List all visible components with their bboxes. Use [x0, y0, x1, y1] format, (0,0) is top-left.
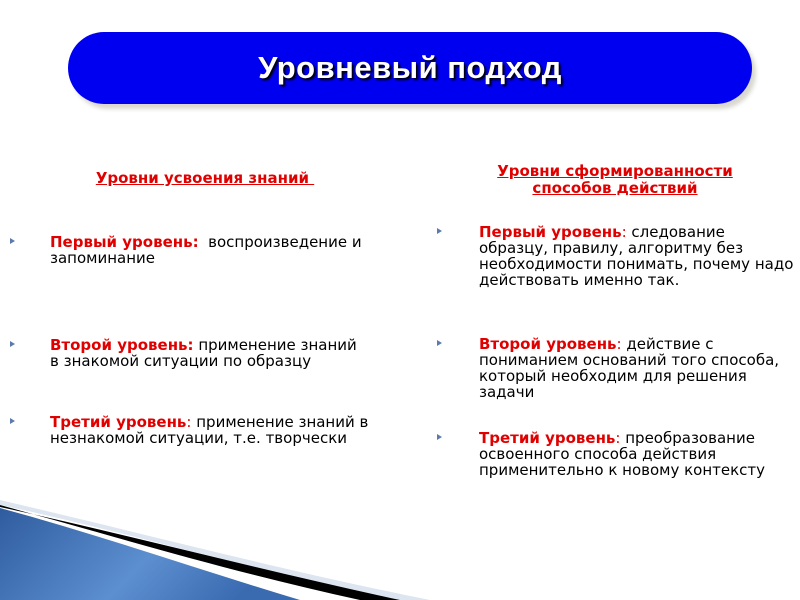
title-banner [68, 32, 752, 104]
left-item-2: Второй уровень: применение знаний в знакомой ситуации по образцу [50, 336, 357, 370]
bullet-icon [437, 340, 442, 346]
bullet-icon [10, 418, 15, 424]
slide-title: Уровневый подход [258, 50, 562, 85]
bullet-icon [437, 228, 442, 234]
left-item-1: Первый уровень: воспроизведение и запоминание [50, 233, 367, 267]
bullet-icon [437, 434, 442, 440]
bullet-icon [10, 238, 15, 244]
right-item-1: Первый уровень: следование образцу, правилу, алгоритму без необходимости понимать, почему надо действовать именно так. [479, 223, 794, 289]
right-column-heading: Уровни сформированности способов действий [497, 162, 733, 197]
right-item-2: Второй уровень: действие с пониманием оснований того способа, который необходим для решения задачи [479, 335, 780, 401]
bullet-icon [10, 341, 15, 347]
left-column-heading: Уровни усвоения знаний [95, 169, 315, 187]
right-item-3: Третий уровень: преобразование освоенного способа действия применительно к новому контексту [479, 429, 766, 479]
left-item-3: Третий уровень: применение знаний в незнакомой ситуации, т.е. творчески [50, 413, 369, 447]
